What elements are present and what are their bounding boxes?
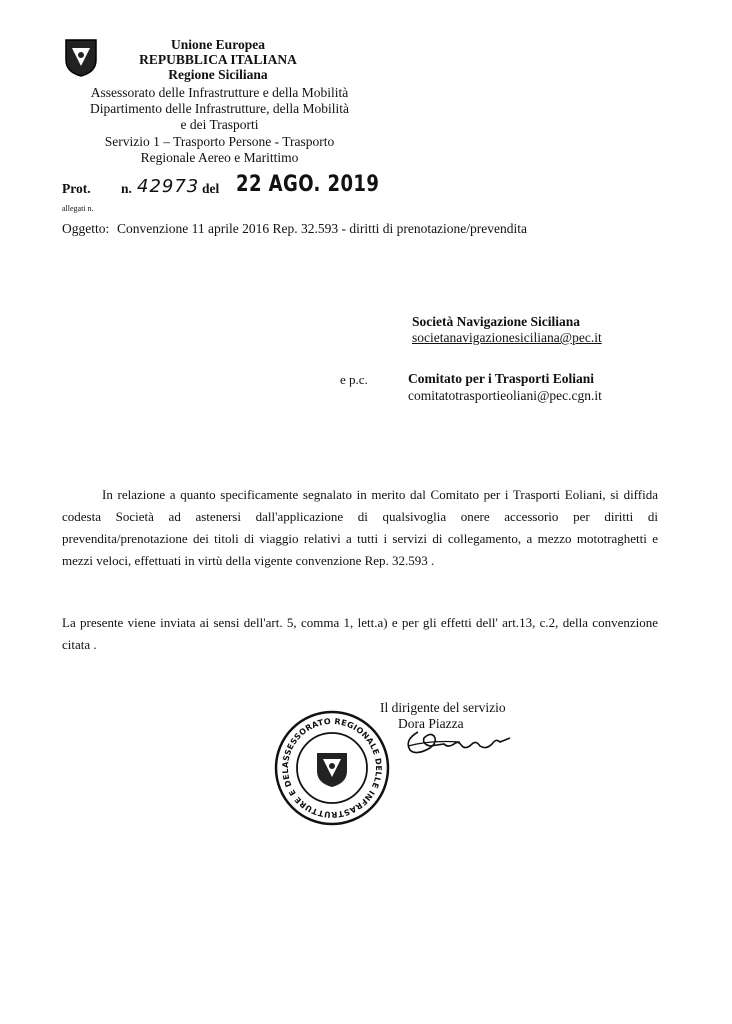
body-text-1: In relazione a quanto specificamente segnalato in merito dal Comitato per i Trasporti Eoliani, si diffida codesta Società ad astenersi dall'applicazione di qualsivoglia onere accessorio per diritti di prevendita/prenotazione dei titoli di viaggio relativi a tutti i servizi di collegamento, a mezzo mototraghetti e mezzi veloci, effettuati in virtù della vigente convenzione Rep. 32.593 . [62,487,658,568]
body-paragraph-2 [62,612,658,656]
official-stamp [273,709,391,827]
protocol-del-label: del [202,181,220,196]
header-servizio-2: Regionale Aereo e Marittimo [140,150,299,165]
header-republic: REPUBBLICA ITALIANA [139,52,297,67]
header-eu: Unione Europea [171,37,265,52]
subject-label: Oggetto: [62,221,110,236]
header-assessorato: Assessorato delle Infrastrutture e della Mobilità [90,85,349,100]
cc-recipient-email[interactable]: comitatotrasportieoliani@pec.cgn.it [408,388,602,403]
cc-recipient-name: Comitato per i Trasporti Eoliani [408,371,595,386]
header-servizio: Servizio 1 – Trasporto Persone - Trasporto [104,134,335,149]
body-paragraph-1 [62,484,658,572]
body-text-2: La presente viene inviata ai sensi dell'art. 5, comma 1, lett.a) e per gli effetti dell' art.13, c.2, della convenzione citata . [62,615,658,652]
protocol-date-stamp: 22 AGO. 2019 [236,172,380,197]
protocol-n-label: n. [121,181,132,196]
header-dipartimento: Dipartimento delle Infrastrutture, della Mobilità [89,101,350,116]
handwritten-signature [400,726,516,760]
stamp-text: ASSESSORATO REGIONALE DELLE INFRASTRUTTURE E DEL [280,716,384,820]
subject-text: Convenzione 11 aprile 2016 Rep. 32.593 - diritti di prenotazione/prevendita [117,221,528,236]
emblem-icon [64,38,98,78]
recipient-email[interactable]: societanavigazionesiciliana@pec.it [412,330,602,345]
recipient-name: Società Navigazione Siciliana [412,314,580,329]
protocol-number: 42973 [137,176,200,197]
protocol-label: Prot. [62,181,91,196]
signature-role: Il dirigente del servizio [380,700,506,715]
allegati-label: allegati n. [62,204,94,213]
signature-name: Dora Piazza [398,716,464,731]
header-trasporti: e dei Trasporti [180,117,259,132]
header-region: Regione Siciliana [168,67,268,82]
cc-label: e p.c. [340,372,368,387]
